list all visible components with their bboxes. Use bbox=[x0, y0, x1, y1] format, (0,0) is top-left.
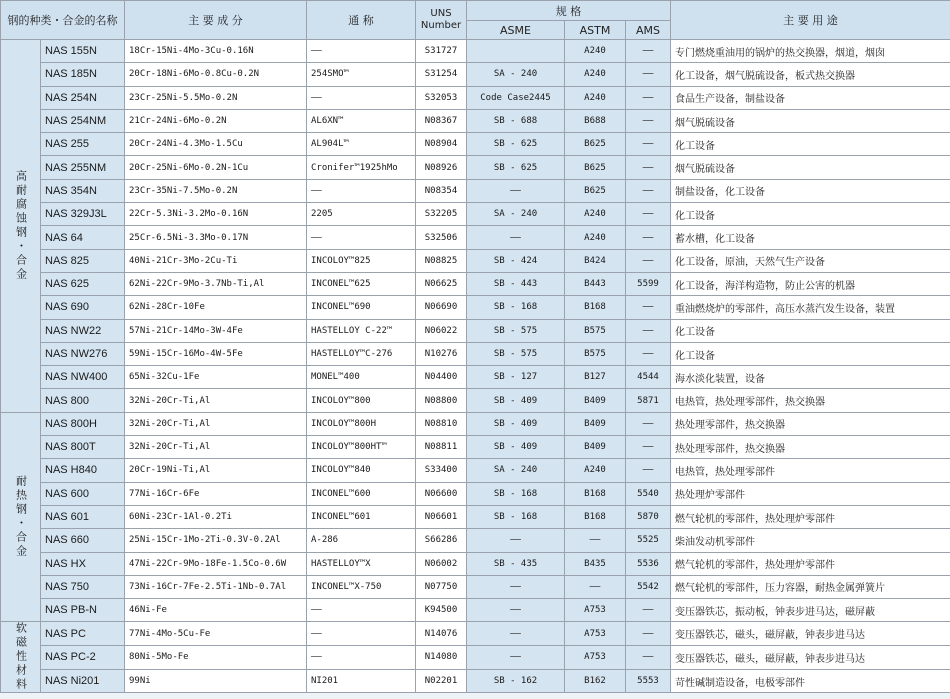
composition-cell: 23Cr-35Ni-7.5Mo-0.2N bbox=[125, 179, 307, 202]
use-cell: 化工设备 bbox=[671, 342, 950, 365]
common-name-cell: INCONEL™600 bbox=[307, 482, 416, 505]
common-name-cell: —— bbox=[307, 599, 416, 622]
uns-cell: N06022 bbox=[416, 319, 467, 342]
ams-cell: —— bbox=[626, 63, 671, 86]
header-use: 主 要 用 途 bbox=[671, 1, 950, 40]
composition-cell: 40Ni-21Cr-3Mo-2Cu-Ti bbox=[125, 249, 307, 272]
common-name-cell: Cronifer™1925hMo bbox=[307, 156, 416, 179]
use-cell: 热处理零部件，热交换器 bbox=[671, 436, 950, 459]
uns-cell: N10276 bbox=[416, 342, 467, 365]
category-label: 软磁性材料 bbox=[1, 622, 41, 693]
use-cell: 燃气轮机的零部件，热处理炉零部件 bbox=[671, 552, 950, 575]
uns-cell: N08825 bbox=[416, 249, 467, 272]
composition-cell: 32Ni-20Cr-Ti,Al bbox=[125, 389, 307, 412]
astm-cell: A240 bbox=[565, 459, 626, 482]
composition-cell: 20Cr-18Ni-6Mo-0.8Cu-0.2N bbox=[125, 63, 307, 86]
astm-cell: —— bbox=[565, 529, 626, 552]
header-uns: UNS Number bbox=[416, 1, 467, 40]
use-cell: 变压器铁芯，振动板，钟表步进马达，磁屏蔽 bbox=[671, 599, 950, 622]
use-cell: 烟气脱硫设备 bbox=[671, 109, 950, 132]
composition-cell: 59Ni-15Cr-16Mo-4W-5Fe bbox=[125, 342, 307, 365]
ams-cell: 5540 bbox=[626, 482, 671, 505]
common-name-cell: —— bbox=[307, 86, 416, 109]
header-ams: AMS bbox=[626, 21, 671, 40]
astm-cell: B168 bbox=[565, 296, 626, 319]
uns-cell: S31727 bbox=[416, 40, 467, 63]
alloy-name: NAS H840 bbox=[41, 459, 125, 482]
common-name-cell: A-286 bbox=[307, 529, 416, 552]
use-cell: 变压器铁芯，磁头，磁屏蔽，钟表步进马达 bbox=[671, 646, 950, 670]
common-name-cell: HASTELLOY™C-276 bbox=[307, 342, 416, 365]
composition-cell: 25Ni-15Cr-1Mo-2Ti-0.3V-0.2Al bbox=[125, 529, 307, 552]
astm-cell: A240 bbox=[565, 226, 626, 249]
asme-cell: SB - 409 bbox=[467, 389, 565, 412]
uns-cell: N08904 bbox=[416, 133, 467, 156]
composition-cell: 18Cr-15Ni-4Mo-3Cu-0.16N bbox=[125, 40, 307, 63]
composition-cell: 32Ni-20Cr-Ti,Al bbox=[125, 412, 307, 435]
alloy-name: NAS 660 bbox=[41, 529, 125, 552]
ams-cell: 5871 bbox=[626, 389, 671, 412]
table-row bbox=[1, 319, 950, 342]
alloy-name: NAS 185N bbox=[41, 63, 125, 86]
header-category-name: 钢的种类・合金的名称 bbox=[1, 1, 125, 40]
table-row bbox=[1, 389, 950, 412]
composition-cell: 46Ni-Fe bbox=[125, 599, 307, 622]
astm-cell: A753 bbox=[565, 646, 626, 670]
common-name-cell: HASTELLOY™X bbox=[307, 552, 416, 575]
uns-cell: S32506 bbox=[416, 226, 467, 249]
asme-cell: —— bbox=[467, 575, 565, 598]
ams-cell: —— bbox=[626, 203, 671, 226]
ams-cell: —— bbox=[626, 249, 671, 272]
composition-cell: 32Ni-20Cr-Ti,Al bbox=[125, 436, 307, 459]
table-row bbox=[1, 412, 950, 435]
uns-cell: N06002 bbox=[416, 552, 467, 575]
header-asme: ASME bbox=[467, 21, 565, 40]
asme-cell: —— bbox=[467, 646, 565, 670]
common-name-cell: INCONEL™601 bbox=[307, 505, 416, 528]
composition-cell: 80Ni-5Mo-Fe bbox=[125, 646, 307, 670]
asme-cell: Code Case2445 bbox=[467, 86, 565, 109]
ams-cell: —— bbox=[626, 86, 671, 109]
composition-cell: 77Ni-16Cr-6Fe bbox=[125, 482, 307, 505]
astm-cell: B127 bbox=[565, 366, 626, 389]
composition-cell: 25Cr-6.5Ni-3.3Mo-0.17N bbox=[125, 226, 307, 249]
astm-cell: B688 bbox=[565, 109, 626, 132]
table-body bbox=[1, 40, 950, 693]
common-name-cell: —— bbox=[307, 40, 416, 63]
alloy-name: NAS 254N bbox=[41, 86, 125, 109]
astm-cell: B435 bbox=[565, 552, 626, 575]
composition-cell: 57Ni-21Cr-14Mo-3W-4Fe bbox=[125, 319, 307, 342]
asme-cell: SB - 409 bbox=[467, 436, 565, 459]
astm-cell: A753 bbox=[565, 599, 626, 622]
table-row bbox=[1, 529, 950, 552]
ams-cell: 4544 bbox=[626, 366, 671, 389]
composition-cell: 22Cr-5.3Ni-3.2Mo-0.16N bbox=[125, 203, 307, 226]
composition-cell: 65Ni-32Cu-1Fe bbox=[125, 366, 307, 389]
astm-cell: B625 bbox=[565, 179, 626, 202]
use-cell: 化工设备 bbox=[671, 203, 950, 226]
composition-cell: 73Ni-16Cr-7Fe-2.5Ti-1Nb-0.7Al bbox=[125, 575, 307, 598]
ams-cell: —— bbox=[626, 646, 671, 670]
asme-cell: SB - 424 bbox=[467, 249, 565, 272]
ams-cell: —— bbox=[626, 226, 671, 249]
use-cell: 电热管，热处理零部件，热交换器 bbox=[671, 389, 950, 412]
asme-cell: SB - 168 bbox=[467, 482, 565, 505]
uns-cell: N02201 bbox=[416, 669, 467, 693]
composition-cell: 21Cr-24Ni-6Mo-0.2N bbox=[125, 109, 307, 132]
uns-cell: N06690 bbox=[416, 296, 467, 319]
header-astm: ASTM bbox=[565, 21, 626, 40]
alloy-name: NAS 155N bbox=[41, 40, 125, 63]
alloy-name: NAS 255 bbox=[41, 133, 125, 156]
use-cell: 制盐设备，化工设备 bbox=[671, 179, 950, 202]
ams-cell: 5553 bbox=[626, 669, 671, 693]
alloy-name: NAS PB-N bbox=[41, 599, 125, 622]
composition-cell: 20Cr-24Ni-4.3Mo-1.5Cu bbox=[125, 133, 307, 156]
use-cell: 化工设备 bbox=[671, 133, 950, 156]
asme-cell: SB - 575 bbox=[467, 319, 565, 342]
ams-cell: —— bbox=[626, 342, 671, 365]
uns-cell: N14076 bbox=[416, 622, 467, 646]
ams-cell: 5536 bbox=[626, 552, 671, 575]
use-cell: 化工设备，原油，天然气生产设备 bbox=[671, 249, 950, 272]
common-name-cell: INCONEL™690 bbox=[307, 296, 416, 319]
uns-cell: N08810 bbox=[416, 412, 467, 435]
astm-cell: B424 bbox=[565, 249, 626, 272]
alloy-name: NAS 800T bbox=[41, 436, 125, 459]
alloy-name: NAS 329J3L bbox=[41, 203, 125, 226]
table-row bbox=[1, 203, 950, 226]
ams-cell: —— bbox=[626, 599, 671, 622]
header-spec-group: 规 格 bbox=[467, 1, 671, 21]
table-row bbox=[1, 133, 950, 156]
common-name-cell: —— bbox=[307, 179, 416, 202]
table-row bbox=[1, 156, 950, 179]
use-cell: 热处理炉零部件 bbox=[671, 482, 950, 505]
asme-cell: —— bbox=[467, 622, 565, 646]
use-cell: 燃气轮机的零部件，热处理炉零部件 bbox=[671, 505, 950, 528]
table-row bbox=[1, 436, 950, 459]
uns-cell: N06600 bbox=[416, 482, 467, 505]
use-cell: 变压器铁芯，磁头，磁屏蔽，钟表步进马达 bbox=[671, 622, 950, 646]
ams-cell: —— bbox=[626, 296, 671, 319]
uns-cell: S32053 bbox=[416, 86, 467, 109]
alloy-name: NAS 625 bbox=[41, 272, 125, 295]
ams-cell: 5870 bbox=[626, 505, 671, 528]
alloy-name: NAS HX bbox=[41, 552, 125, 575]
common-name-cell: INCOLOY™840 bbox=[307, 459, 416, 482]
table-row bbox=[1, 342, 950, 365]
astm-cell: B625 bbox=[565, 133, 626, 156]
uns-cell: S31254 bbox=[416, 63, 467, 86]
astm-cell: B162 bbox=[565, 669, 626, 693]
alloy-name: NAS 354N bbox=[41, 179, 125, 202]
alloy-name: NAS 254NM bbox=[41, 109, 125, 132]
asme-cell bbox=[467, 40, 565, 63]
ams-cell: —— bbox=[626, 319, 671, 342]
ams-cell: —— bbox=[626, 40, 671, 63]
alloy-name: NAS 690 bbox=[41, 296, 125, 319]
common-name-cell: —— bbox=[307, 226, 416, 249]
asme-cell: SB - 443 bbox=[467, 272, 565, 295]
common-name-cell: NI201 bbox=[307, 669, 416, 693]
table-row bbox=[1, 63, 950, 86]
table-row bbox=[1, 179, 950, 202]
table-row bbox=[1, 109, 950, 132]
common-name-cell: HASTELLOY C-22™ bbox=[307, 319, 416, 342]
asme-cell: SB - 575 bbox=[467, 342, 565, 365]
composition-cell: 20Cr-19Ni-Ti,Al bbox=[125, 459, 307, 482]
use-cell: 重油燃烧炉的零部件，高压水蒸汽发生设备，装置 bbox=[671, 296, 950, 319]
alloy-name: NAS PC-2 bbox=[41, 646, 125, 670]
category-label: 耐热钢・合金 bbox=[1, 412, 41, 622]
table-row bbox=[1, 622, 950, 646]
table-row bbox=[1, 86, 950, 109]
use-cell: 化工设备，海洋构造物，防止公害的机器 bbox=[671, 272, 950, 295]
astm-cell: A240 bbox=[565, 63, 626, 86]
use-cell: 热处理零部件，热交换器 bbox=[671, 412, 950, 435]
uns-cell: N08354 bbox=[416, 179, 467, 202]
common-name-cell: AL6XN™ bbox=[307, 109, 416, 132]
alloy-name: NAS PC bbox=[41, 622, 125, 646]
common-name-cell: INCOLOY™800H bbox=[307, 412, 416, 435]
common-name-cell: 254SMO™ bbox=[307, 63, 416, 86]
astm-cell: —— bbox=[565, 575, 626, 598]
ams-cell: —— bbox=[626, 436, 671, 459]
table-row bbox=[1, 272, 950, 295]
astm-cell: B575 bbox=[565, 342, 626, 365]
asme-cell: SA - 240 bbox=[467, 63, 565, 86]
table-row bbox=[1, 296, 950, 319]
category-label: 高耐腐蚀钢・合金 bbox=[1, 40, 41, 413]
uns-cell: N08811 bbox=[416, 436, 467, 459]
astm-cell: B168 bbox=[565, 482, 626, 505]
use-cell: 烟气脱硫设备 bbox=[671, 156, 950, 179]
composition-cell: 20Cr-25Ni-6Mo-0.2N-1Cu bbox=[125, 156, 307, 179]
astm-cell: B575 bbox=[565, 319, 626, 342]
composition-cell: 77Ni-4Mo-5Cu-Fe bbox=[125, 622, 307, 646]
astm-cell: A240 bbox=[565, 40, 626, 63]
uns-cell: S32205 bbox=[416, 203, 467, 226]
asme-cell: SB - 625 bbox=[467, 133, 565, 156]
table-row bbox=[1, 226, 950, 249]
common-name-cell: INCOLOY™825 bbox=[307, 249, 416, 272]
common-name-cell: 2205 bbox=[307, 203, 416, 226]
table-row bbox=[1, 249, 950, 272]
ams-cell: —— bbox=[626, 133, 671, 156]
asme-cell: SB - 688 bbox=[467, 109, 565, 132]
use-cell: 柴油发动机零部件 bbox=[671, 529, 950, 552]
astm-cell: B409 bbox=[565, 412, 626, 435]
uns-cell: N06601 bbox=[416, 505, 467, 528]
composition-cell: 60Ni-23Cr-1Al-0.2Ti bbox=[125, 505, 307, 528]
asme-cell: SA - 240 bbox=[467, 459, 565, 482]
common-name-cell: —— bbox=[307, 622, 416, 646]
uns-cell: N04400 bbox=[416, 366, 467, 389]
alloy-name: NAS 825 bbox=[41, 249, 125, 272]
table-row bbox=[1, 669, 950, 693]
alloy-name: NAS 750 bbox=[41, 575, 125, 598]
alloy-name: NAS Ni201 bbox=[41, 669, 125, 693]
use-cell: 海水淡化装置，设备 bbox=[671, 366, 950, 389]
astm-cell: B168 bbox=[565, 505, 626, 528]
composition-cell: 99Ni bbox=[125, 669, 307, 693]
uns-cell: N08800 bbox=[416, 389, 467, 412]
uns-cell: N07750 bbox=[416, 575, 467, 598]
common-name-cell: MONEL™400 bbox=[307, 366, 416, 389]
use-cell: 食品生产设备，制盐设备 bbox=[671, 86, 950, 109]
alloy-name: NAS 800H bbox=[41, 412, 125, 435]
composition-cell: 62Ni-22Cr-9Mo-3.7Nb-Ti,Al bbox=[125, 272, 307, 295]
header-common-name: 通 称 bbox=[307, 1, 416, 40]
asme-cell: SB - 127 bbox=[467, 366, 565, 389]
asme-cell: SB - 168 bbox=[467, 505, 565, 528]
asme-cell: SA - 240 bbox=[467, 203, 565, 226]
alloy-name: NAS NW400 bbox=[41, 366, 125, 389]
use-cell: 化工设备 bbox=[671, 319, 950, 342]
ams-cell: —— bbox=[626, 459, 671, 482]
alloy-name: NAS 800 bbox=[41, 389, 125, 412]
uns-cell: S66286 bbox=[416, 529, 467, 552]
use-cell: 蓄水槽，化工设备 bbox=[671, 226, 950, 249]
table-row bbox=[1, 552, 950, 575]
use-cell: 燃气轮机的零部件，压力容器，耐热金属弹簧片 bbox=[671, 575, 950, 598]
table-row bbox=[1, 366, 950, 389]
astm-cell: B409 bbox=[565, 389, 626, 412]
astm-cell: B409 bbox=[565, 436, 626, 459]
alloy-name: NAS NW276 bbox=[41, 342, 125, 365]
common-name-cell: —— bbox=[307, 646, 416, 670]
table-row bbox=[1, 575, 950, 598]
astm-cell: B625 bbox=[565, 156, 626, 179]
uns-cell: K94500 bbox=[416, 599, 467, 622]
composition-cell: 62Ni-28Cr-10Fe bbox=[125, 296, 307, 319]
table-row bbox=[1, 505, 950, 528]
ams-cell: 5542 bbox=[626, 575, 671, 598]
ams-cell: —— bbox=[626, 109, 671, 132]
astm-cell: B443 bbox=[565, 272, 626, 295]
asme-cell: —— bbox=[467, 226, 565, 249]
asme-cell: SB - 409 bbox=[467, 412, 565, 435]
table-row bbox=[1, 599, 950, 622]
ams-cell: —— bbox=[626, 412, 671, 435]
common-name-cell: INCOLOY™800HT™ bbox=[307, 436, 416, 459]
asme-cell: —— bbox=[467, 529, 565, 552]
header-composition: 主 要 成 分 bbox=[125, 1, 307, 40]
asme-cell: —— bbox=[467, 179, 565, 202]
ams-cell: 5525 bbox=[626, 529, 671, 552]
alloy-name: NAS NW22 bbox=[41, 319, 125, 342]
common-name-cell: INCONEL™X-750 bbox=[307, 575, 416, 598]
common-name-cell: INCONEL™625 bbox=[307, 272, 416, 295]
astm-cell: A240 bbox=[565, 203, 626, 226]
table-row bbox=[1, 646, 950, 670]
uns-cell: S33400 bbox=[416, 459, 467, 482]
alloy-name: NAS 64 bbox=[41, 226, 125, 249]
common-name-cell: INCOLOY™800 bbox=[307, 389, 416, 412]
asme-cell: SB - 625 bbox=[467, 156, 565, 179]
asme-cell: SB - 435 bbox=[467, 552, 565, 575]
asme-cell: —— bbox=[467, 599, 565, 622]
use-cell: 电热管，热处理零部件 bbox=[671, 459, 950, 482]
alloy-name: NAS 255NM bbox=[41, 156, 125, 179]
uns-cell: N14080 bbox=[416, 646, 467, 670]
table-row bbox=[1, 40, 950, 63]
use-cell: 化工设备，烟气脱硫设备，板式热交换器 bbox=[671, 63, 950, 86]
alloy-name: NAS 601 bbox=[41, 505, 125, 528]
asme-cell: SB - 168 bbox=[467, 296, 565, 319]
common-name-cell: AL904L™ bbox=[307, 133, 416, 156]
ams-cell: —— bbox=[626, 156, 671, 179]
astm-cell: A753 bbox=[565, 622, 626, 646]
table-row bbox=[1, 459, 950, 482]
ams-cell: —— bbox=[626, 179, 671, 202]
composition-cell: 23Cr-25Ni-5.5Mo-0.2N bbox=[125, 86, 307, 109]
astm-cell: A240 bbox=[565, 86, 626, 109]
ams-cell: —— bbox=[626, 622, 671, 646]
ams-cell: 5599 bbox=[626, 272, 671, 295]
use-cell: 专门燃烧重油用的锅炉的热交换器，烟道，烟囱 bbox=[671, 40, 950, 63]
alloy-name: NAS 600 bbox=[41, 482, 125, 505]
asme-cell: SB - 162 bbox=[467, 669, 565, 693]
uns-cell: N08367 bbox=[416, 109, 467, 132]
composition-cell: 47Ni-22Cr-9Mo-18Fe-1.5Co-0.6W bbox=[125, 552, 307, 575]
uns-cell: N06625 bbox=[416, 272, 467, 295]
uns-cell: N08926 bbox=[416, 156, 467, 179]
table-row bbox=[1, 482, 950, 505]
use-cell: 苛性碱制造设备，电极零部件 bbox=[671, 669, 950, 693]
